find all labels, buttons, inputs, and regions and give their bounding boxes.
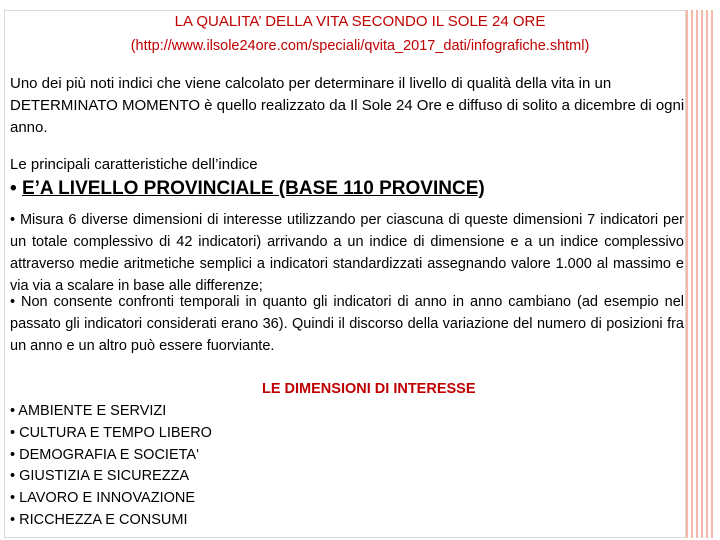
list-item: • CULTURA E TEMPO LIBERO [10, 424, 212, 441]
features-label: Le principali caratteristiche dell’indice [10, 156, 258, 173]
heading-bullet: • [10, 178, 17, 199]
bullet-text: Non consente confronti temporali in quanto gli indicatori di anno in anno cambiano (ad esempio nel passato gli indicatori considerati erano 36). Quindi il discorso della variazione del numero di posizioni fra un anno e un altro può essere fuorviante. [10, 294, 684, 354]
list-item: • LAVORO E INNOVAZIONE [10, 490, 196, 507]
source-url: (http://www.ilsole24ore.com/speciali/qvita_2017_dati/infografiche.shtml) [130, 38, 590, 54]
list-item: • DEMOGRAFIA E SOCIETA' [10, 446, 199, 463]
dimensions-list [10, 401, 212, 532]
intro-paragraph: Uno dei più noti indici che viene calcolato per determinare il livello di qualità della vita in un DETERMINATO MOMENTO è quello realizzato da Il Sole 24 Ore e diffuso di solito a dicembre di ogni anno. [10, 75, 685, 136]
slide-title: LA QUALITA’ DELLA VITA SECONDO IL SOLE 24 ORE [174, 13, 546, 30]
dimensions-title: LE DIMENSIONI DI INTERESSE [262, 381, 476, 397]
list-item: • RICCHEZZA E CONSUMI [10, 511, 188, 528]
decorative-stripes [686, 10, 714, 538]
heading-text: E’A LIVELLO PROVINCIALE (BASE 110 PROVINCE) [21, 178, 485, 199]
list-item: • GIUSTIZIA E SICUREZZA [10, 468, 190, 485]
list-item: • AMBIENTE E SERVIZI [10, 403, 167, 419]
section-heading [10, 176, 485, 202]
bullet-mark: • [10, 212, 16, 228]
bullet-text: Misura 6 diverse dimensioni di interesse utilizzando per ciascuna di queste dimensioni 7 indicatori per un totale complessivo di 42 indicatori) arrivando a un indice di dimensione e a un indice complessivo attraverso medie aritmetiche semplici a indicatori standardizzati assegnando valore 1.000 al massimo e via via a scalare in base alle differenze; [10, 212, 684, 294]
bullet-mark: • [10, 294, 16, 310]
bullet-paragraph-comparison [10, 291, 684, 357]
bullet-paragraph-measure [10, 209, 684, 297]
